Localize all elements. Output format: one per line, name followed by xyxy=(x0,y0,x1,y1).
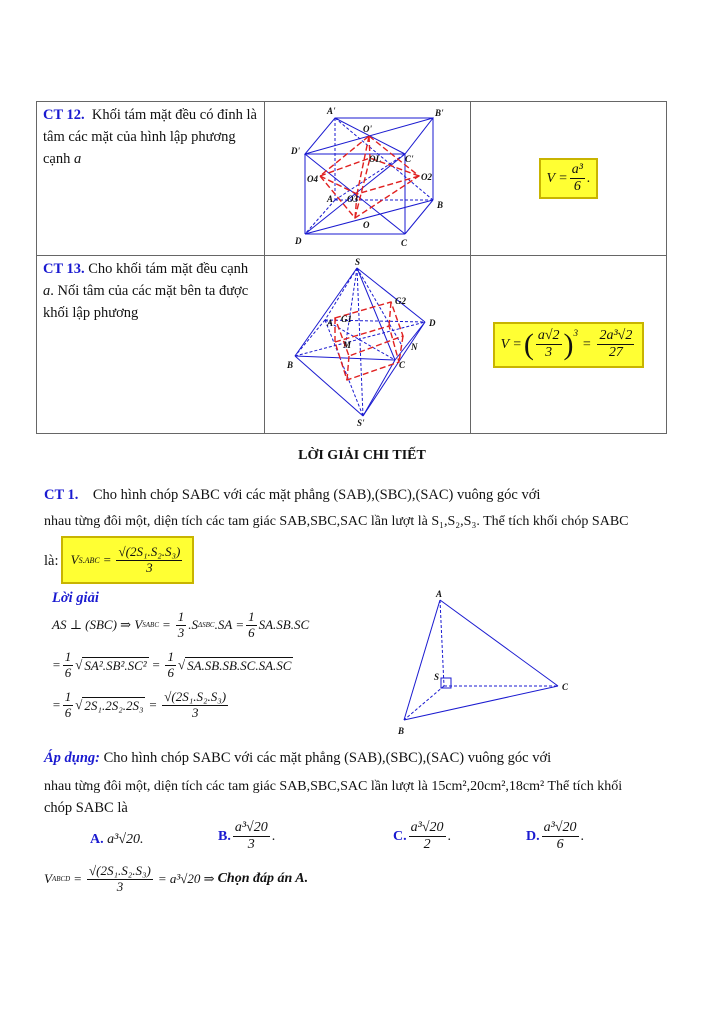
ct13-text-b: . Nối tâm của các mặt bên ta được khối lập phương xyxy=(43,283,249,321)
label-OL: OL xyxy=(368,154,381,164)
ct1-la: là: xyxy=(44,553,59,569)
ct1-line2: nhau từng đôi một, diện tích các tam giác SAB,SBC,SAC lần lượt là S₁,S₂,S₃. Thể tích khối chóp SABC xyxy=(44,514,629,529)
ct1-formula-sub: S.ABC xyxy=(78,555,100,565)
table-row xyxy=(37,256,667,434)
option-a[interactable]: A. a³√20. xyxy=(90,832,144,847)
solution-step3: = $\frac{1}{6}$ √ 2S₁.2S₂.2S₃ = $\frac{\text{√(2S₁.S₂.S₃)}}{3}$ xyxy=(52,689,227,720)
label-O1: O' xyxy=(362,124,372,134)
label-O2: O2 xyxy=(420,172,432,182)
formula-table xyxy=(36,101,667,434)
apply-line3: chóp SABC là xyxy=(44,800,128,816)
ct13-eq: = xyxy=(582,336,592,352)
final-answer-line: V ABCD = $\frac{\text{√(2S₁.S₂.S₃)}}{3}$ = a³√20 ⇒ Chọn đáp án A. xyxy=(44,863,309,894)
ct12-formula-box: V = $\frac{\text{a³}}{6}$ . xyxy=(539,158,599,199)
ct13-text-cell xyxy=(37,256,265,434)
label-D: D xyxy=(428,318,436,328)
ct1-formula-num: √(2S₁.S₂.S₃) xyxy=(118,543,181,559)
solution-step2: = $\frac{1}{6}$ √ SA².SB².SC² = $\frac{1}{6}$ √ SA.SB.SB.SC.SA.SC xyxy=(52,649,292,680)
ct13-formula-cell xyxy=(470,256,666,434)
ct13-rhs-den: 27 xyxy=(608,345,623,360)
ct12-formula-den: 6 xyxy=(573,179,581,194)
ct1-formula-eq: = xyxy=(102,552,112,567)
ct13-text-a: Cho khối tám mặt đều cạnh xyxy=(88,261,249,277)
label-C: C xyxy=(562,682,569,692)
label-D: D xyxy=(294,236,302,246)
label-A: A xyxy=(326,318,333,328)
ct12-formula-num: a³ xyxy=(570,162,585,179)
label-S1: S' xyxy=(356,418,365,428)
label-G2: G2 xyxy=(394,296,406,306)
ct1-formula-den: 3 xyxy=(146,559,153,575)
option-c[interactable]: C. $\frac{\text{a³√20}}{2}$ . xyxy=(393,820,452,853)
table-row xyxy=(37,102,667,256)
pyramid-figure xyxy=(394,588,594,740)
label-A1: A' xyxy=(326,106,336,116)
apply-line1 xyxy=(44,750,551,767)
label-B: B xyxy=(398,726,405,736)
label-C: C xyxy=(400,238,407,248)
label-C1: C' xyxy=(404,154,414,164)
ct13-exp: 3 xyxy=(573,327,579,338)
ct13-figure-cell xyxy=(264,256,470,434)
ct12-var: a xyxy=(74,151,82,167)
option-d[interactable]: D. $\frac{\text{a³√20}}{6}$ . xyxy=(526,820,585,853)
label-M: M xyxy=(342,340,351,350)
label-C: C xyxy=(398,360,405,370)
label-A: A xyxy=(326,194,333,204)
ct13-title: CT 13. xyxy=(43,261,85,277)
cube-octahedron-figure xyxy=(265,102,470,250)
ct13-formula-lhs: V = xyxy=(500,336,522,352)
label-B: B xyxy=(286,360,293,370)
ct13-inner-num: a√2 xyxy=(536,328,562,345)
label-N: N xyxy=(410,342,418,352)
solution-title: Lời giải xyxy=(52,590,99,606)
octahedron-figure xyxy=(265,256,470,428)
ct12-title: CT 12. xyxy=(43,107,85,123)
ct12-figure-cell xyxy=(264,102,470,256)
ct1-formula-lhs: V xyxy=(70,552,79,567)
ct1-text-line1: Cho hình chóp SABC với các mặt phẳng (SAB),(SBC),(SAC) vuông góc với xyxy=(92,487,541,503)
ct1-label: CT 1. xyxy=(44,487,79,503)
apply-line2: nhau từng đôi một, diện tích các tam giác SAB,SBC,SAC lần lượt là 15cm²,20cm²,18cm² Thể tích khối xyxy=(44,779,623,794)
ct13-inner-den: 3 xyxy=(545,345,553,360)
label-O: O xyxy=(362,220,370,230)
ct13-var: a xyxy=(43,283,51,299)
label-S: S xyxy=(354,257,360,267)
label-D1: D' xyxy=(290,146,300,156)
ct13-rhs-num: 2a³√2 xyxy=(597,328,634,345)
ct1-formula-box xyxy=(61,536,194,584)
label-B: B xyxy=(436,200,443,210)
solution-step1: AS ⊥ (SBC) ⇒ V SABC = $\frac{1}{3}$ .S ΔSBC .SA = $\frac{1}{6}$ SA.SB.SC xyxy=(52,609,310,640)
apply-label: Áp dụng: xyxy=(44,750,101,766)
section-title: LỜI GIẢI CHI TIẾT xyxy=(298,448,426,463)
ct13-formula-box: V = ( $\frac{a√2}{3}$ ) $^3$ = $\frac{\text{2a³√2}}{27}$ xyxy=(493,322,645,368)
label-S: S xyxy=(434,672,440,682)
label-A: A xyxy=(436,589,443,599)
ct12-formula-lhs: V = xyxy=(546,170,568,186)
ct12-formula-cell xyxy=(470,102,666,256)
label-B1: B' xyxy=(434,108,444,118)
final-choice: Chọn đáp án A. xyxy=(217,871,309,887)
ct1-line1 xyxy=(44,487,540,504)
label-O4: O4 xyxy=(306,174,318,184)
ct12-text: Khối tám mặt đều có đỉnh là tâm các mặt của hình lập phương cạnh xyxy=(43,107,257,167)
ct12-text-cell xyxy=(37,102,265,256)
label-O3: O3 xyxy=(346,194,358,204)
option-b[interactable]: B. $\frac{\text{a³√20}}{3}$ . xyxy=(218,820,276,853)
apply-text-line1: Cho hình chóp SABC với các mặt phẳng (SAB),(SBC),(SAC) vuông góc với xyxy=(103,750,552,766)
label-G1: G1 xyxy=(340,314,352,324)
